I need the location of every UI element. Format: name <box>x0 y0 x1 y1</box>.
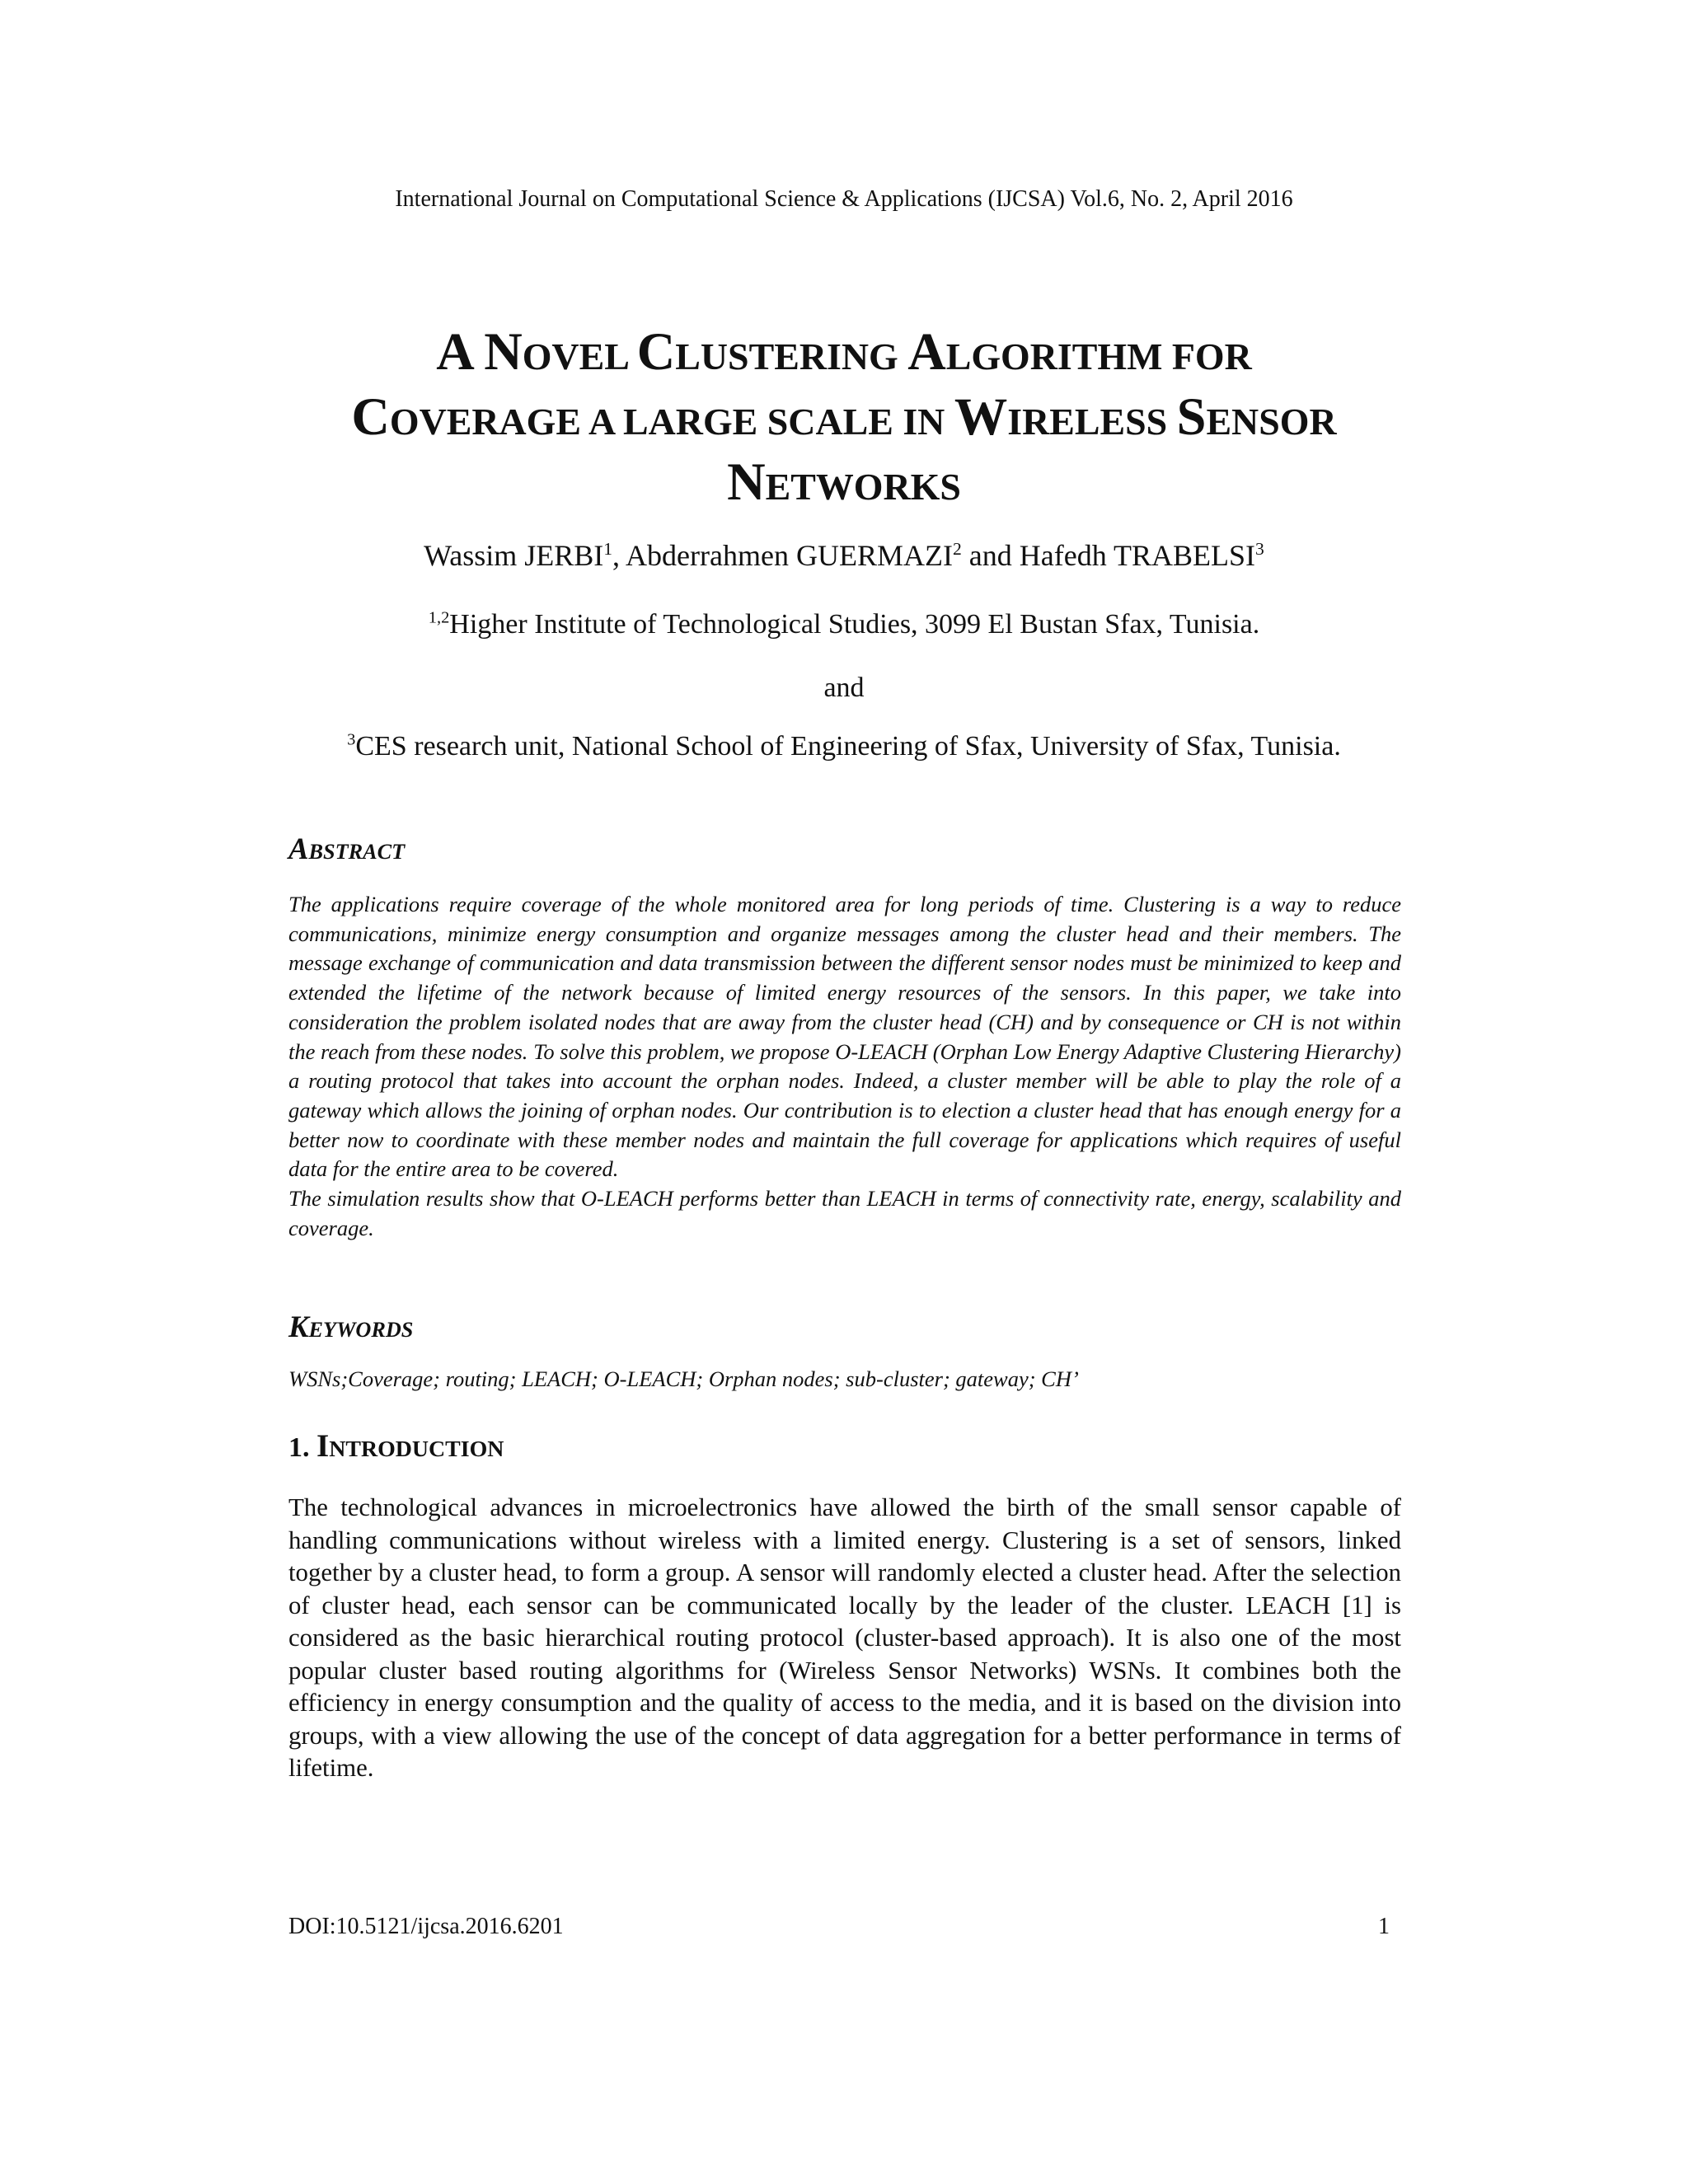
author-3: and Hafedh TRABELSI <box>961 539 1256 572</box>
introduction-heading-rest: NTRODUCTION <box>329 1436 504 1462</box>
abstract-heading-initial: A <box>288 832 309 865</box>
title-line-1 <box>0 321 1688 387</box>
introduction-body: The technological advances in microelectronics have allowed the birth of the small sensor capable of handling communications without wireless with a limited energy. Clustering is a set of sensors, linked together by a cluster head, to form a group. A sensor will randomly elected a cluster head. After the selection of cluster head, each sensor can be communicated locally by the leader of the cluster. LEACH [1] is considered as the basic hierarchical routing protocol (cluster-based approach). It is also one of the most popular cluster based routing algorithms for (Wireless Sensor Networks) WSNs. It combines both the efficiency in energy consumption and the quality of access to the media, and it is based on the division into groups, with a view allowing the use of the concept of data aggregation for a better performance in terms of lifetime. <box>288 1493 1401 1782</box>
abstract-heading <box>288 831 405 870</box>
title-word: C <box>636 322 676 381</box>
keywords-heading-initial: K <box>288 1310 309 1343</box>
title-word: ETWORKS <box>765 466 961 508</box>
abstract-body <box>288 890 1401 1243</box>
abstract-paragraph: The simulation results show that O-LEACH performs better than LEACH in terms of connectivity rate, energy, scalability and coverage. <box>288 1186 1401 1240</box>
section-number: 1. <box>288 1432 316 1463</box>
title-line-3 <box>0 452 1688 517</box>
title-word: LGORITHM FOR <box>945 335 1252 377</box>
author-3-affil: 3 <box>1255 539 1264 559</box>
title-word: IRELESS <box>1007 401 1177 443</box>
keywords-list: WSNs;Coverage; routing; LEACH; O-LEACH; Orphan nodes; sub-cluster; gateway; CH’ <box>288 1366 1079 1391</box>
title-word: OVEL <box>522 335 637 377</box>
author-1: Wassim JERBI <box>424 539 604 572</box>
title-word <box>475 335 484 377</box>
affiliation-2-text: CES research unit, National School of Engineering of Sfax, University of Sfax, Tunisia. <box>355 731 1341 762</box>
author-2: , Abderrahmen GUERMAZI <box>612 539 953 572</box>
introduction-heading-initial: I <box>316 1428 330 1464</box>
affiliation-2-marker: 3 <box>347 730 356 749</box>
title-word: A <box>907 322 946 381</box>
title-word: LUSTERING <box>675 335 908 377</box>
title-word: C <box>351 387 390 446</box>
title-word: N <box>727 452 766 511</box>
affiliation-and: and <box>823 673 865 703</box>
author-2-affil: 2 <box>952 539 962 559</box>
author-list <box>0 536 1688 575</box>
keywords-heading <box>288 1309 413 1348</box>
title-word: N <box>484 322 523 381</box>
affiliation-2 <box>0 728 1688 766</box>
affiliation-1-marker: 1,2 <box>428 608 450 627</box>
title-word: OVERAGE A LARGE SCALE IN <box>389 401 954 443</box>
paper-title <box>0 321 1688 517</box>
running-header: International Journal on Computational Science & Applications (IJCSA) Vol.6, No. 2, April 2016 <box>395 186 1293 212</box>
title-line-2 <box>0 387 1688 452</box>
author-1-affil: 1 <box>603 539 613 559</box>
title-word: A <box>436 322 475 381</box>
title-word: W <box>954 387 1008 446</box>
footer-doi: DOI:10.5121/ijcsa.2016.6201 <box>288 1914 564 1939</box>
keywords-heading-rest: EYWORDS <box>308 1318 414 1342</box>
title-word: ENSOR <box>1206 401 1337 443</box>
abstract-heading-rest: BSTRACT <box>308 840 406 864</box>
page-number: 1 <box>1378 1914 1390 1939</box>
title-word: S <box>1176 387 1207 446</box>
abstract-paragraph: The applications require coverage of the whole monitored area for long periods of time. Clustering is a way to reduce communications, minimize energy consumption and organize messages among the cluster head and their members. The message exchange of communication and data transmission between the different sensor nodes must be minimized to keep and extended the lifetime of the network because of limited energy resources of the sensors. In this paper, we take into consideration the problem isolated nodes that are away from the cluster head (CH) and by consequence or CH is not within the reach from these nodes. To solve this problem, we propose O-LEACH (Orphan Low Energy Adaptive Clustering Hierarchy) a routing protocol that takes into account the orphan nodes. Indeed, a cluster member will be able to play the role of a gateway which allows the joining of orphan nodes. Our contribution is to election a cluster head that has enough energy for a better now to coordinate with these member nodes and maintain the full coverage for applications which requires of useful data for the entire area to be covered. <box>288 892 1401 1182</box>
introduction-heading <box>288 1428 504 1468</box>
affiliation-1-text: Higher Institute of Technological Studies, 3099 El Bustan Sfax, Tunisia. <box>449 609 1260 640</box>
affiliation-1 <box>0 606 1688 644</box>
